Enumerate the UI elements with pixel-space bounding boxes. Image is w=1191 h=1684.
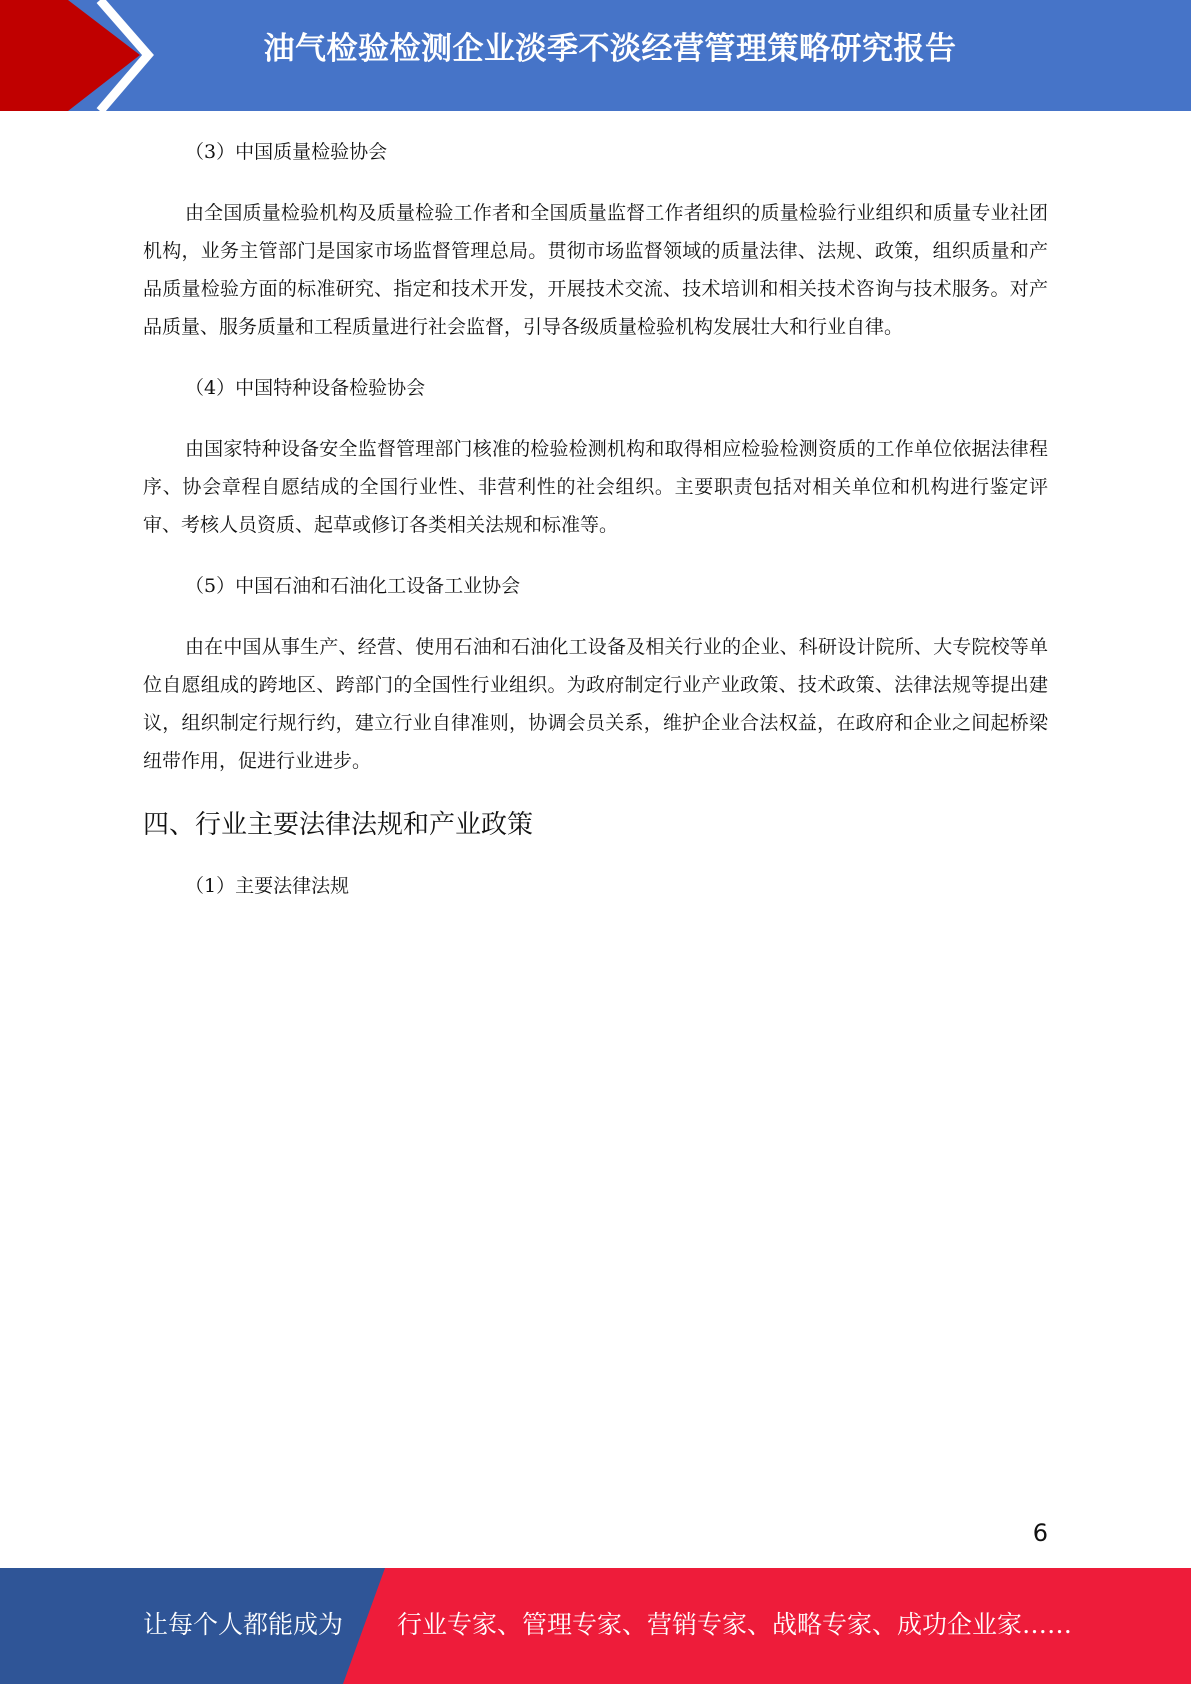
footer-slogan-right: 行业专家、管理专家、营销专家、战略专家、成功企业家…… (397, 1610, 1073, 1639)
paragraph-special-equipment-association: 由国家特种设备安全监督管理部门核准的检验检测机构和取得相应检验检测资质的工作单位依据法律程序、协会章程自愿结成的全国行业性、非营利性的社会组织。主要职责包括对相关单位和机构进行鉴定评审、考核人员资质、起草或修订各类相关法规和标准等。 (143, 438, 1048, 536)
subheading-quality-inspection-association: （3）中国质量检验协会 (185, 141, 388, 163)
subheading-special-equipment-association: （4）中国特种设备检验协会 (185, 377, 426, 399)
section-heading-laws-policies: 四、行业主要法律法规和产业政策 (143, 810, 534, 840)
report-title: 油气检验检测企业淡季不淡经营管理策略研究报告 (263, 31, 957, 67)
page-number: 6 (1032, 1519, 1048, 1547)
subheading-main-laws: （1）主要法律法规 (185, 875, 350, 897)
page-content (143, 134, 1048, 928)
page-header (0, 0, 1191, 111)
page-footer (0, 1568, 1191, 1684)
footer-slogan-left: 让每个人都能成为 (143, 1610, 344, 1639)
subheading-petroleum-equipment-association: （5）中国石油和石油化工设备工业协会 (185, 575, 521, 597)
paragraph-petroleum-equipment-association: 由在中国从事生产、经营、使用石油和石油化工设备及相关行业的企业、科研设计院所、大专院校等单位自愿组成的跨地区、跨部门的全国性行业组织。为政府制定行业产业政策、技术政策、法律法规等提出建议，组织制定行规行约，建立行业自律准则，协调会员关系，维护企业合法权益，在政府和企业之间起桥梁纽带作用，促进行业进步。 (143, 636, 1048, 772)
paragraph-quality-inspection-association: 由全国质量检验机构及质量检验工作者和全国质量监督工作者组织的质量检验行业组织和质量专业社团机构，业务主管部门是国家市场监督管理总局。贯彻市场监督领域的质量法律、法规、政策，组织质量和产品质量检验方面的标准研究、指定和技术开发，开展技术交流、技术培训和相关技术咨询与技术服务。对产品质量、服务质量和工程质量进行社会监督，引导各级质量检验机构发展壮大和行业自律。 (143, 202, 1048, 338)
